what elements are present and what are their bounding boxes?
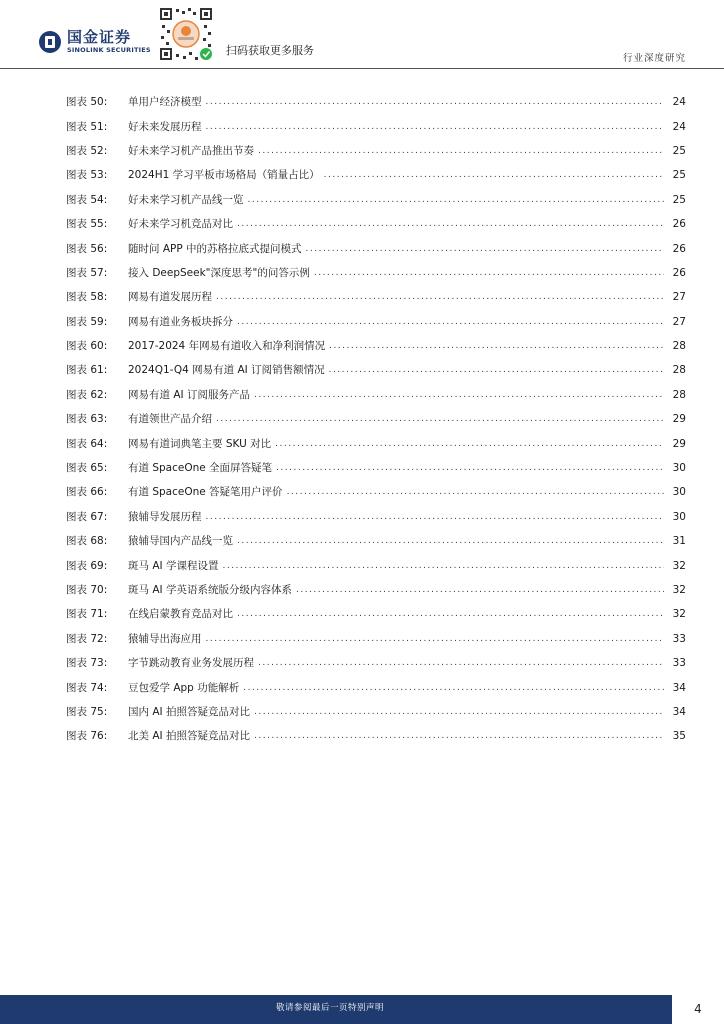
toc-entry-page: 33 — [672, 657, 686, 670]
qr-code-icon[interactable] — [158, 6, 214, 62]
toc-entry-page: 28 — [672, 388, 686, 401]
toc-entry[interactable] — [66, 139, 686, 163]
toc-leader-dots — [222, 559, 664, 573]
toc-entry[interactable] — [66, 651, 686, 675]
toc-entry-page: 26 — [672, 218, 686, 231]
toc-leader-dots — [216, 290, 664, 304]
toc-entry-title: 2024Q1-Q4 网易有道 AI 订阅销售额情况 — [128, 364, 325, 377]
page-footer — [0, 995, 724, 1024]
toc-entry-page: 33 — [672, 632, 686, 645]
toc-leader-dots — [306, 242, 664, 256]
toc-entry-label: 图表 65: — [66, 462, 108, 475]
toc-leader-dots — [258, 144, 664, 158]
toc-entry-label: 图表 64: — [66, 437, 108, 450]
toc-entry-label: 图表 54: — [66, 193, 108, 206]
toc-entry[interactable] — [66, 334, 686, 358]
qr-caption: 扫码获取更多服务 — [226, 44, 314, 57]
toc-entry-page: 27 — [672, 315, 686, 328]
toc-entry-title: 豆包爱学 App 功能解析 — [128, 681, 240, 694]
toc-entry-label: 图表 61: — [66, 364, 108, 377]
toc-entry-page: 32 — [672, 559, 686, 572]
logo-english-name: SINOLINK SECURITIES — [67, 46, 151, 54]
toc-leader-dots — [287, 485, 664, 499]
toc-entry-title: 在线启蒙教育竞品对比 — [128, 608, 233, 621]
toc-entry-page: 29 — [672, 413, 686, 426]
toc-entry-title: 网易有道发展历程 — [128, 291, 212, 304]
toc-entry[interactable] — [66, 456, 686, 480]
toc-leader-dots — [276, 461, 664, 475]
toc-entry-page: 25 — [672, 144, 686, 157]
toc-entry-label: 图表 66: — [66, 486, 108, 499]
toc-leader-dots — [329, 339, 664, 353]
toc-entry-label: 图表 56: — [66, 242, 108, 255]
toc-leader-dots — [237, 534, 664, 548]
toc-leader-dots — [206, 632, 665, 646]
toc-entry-title: 猿辅导发展历程 — [128, 510, 202, 523]
toc-entry-page: 28 — [672, 340, 686, 353]
toc-entry-label: 图表 67: — [66, 510, 108, 523]
toc-entry-page: 25 — [672, 169, 686, 182]
toc-entry[interactable] — [66, 261, 686, 285]
toc-entry-title: 单用户经济模型 — [128, 96, 202, 109]
toc-entry-page: 26 — [672, 266, 686, 279]
toc-entry-title: 好未来发展历程 — [128, 120, 202, 133]
toc-entry-page: 35 — [672, 730, 686, 743]
toc-leader-dots — [206, 510, 665, 524]
toc-entry[interactable] — [66, 480, 686, 504]
toc-leader-dots — [206, 120, 665, 134]
toc-entry-title: 字节跳动教育业务发展历程 — [128, 657, 254, 670]
toc-entry-label: 图表 50: — [66, 96, 108, 109]
toc-entry-page: 30 — [672, 462, 686, 475]
toc-entry-label: 图表 60: — [66, 340, 108, 353]
toc-leader-dots — [324, 168, 664, 182]
toc-entry-title: 好未来学习机竞品对比 — [128, 218, 233, 231]
toc-entry-title: 斑马 AI 学课程设置 — [128, 559, 219, 572]
toc-entry-title: 有道 SpaceOne 全面屏答疑笔 — [128, 462, 273, 475]
toc-entry-label: 图表 75: — [66, 705, 108, 718]
toc-entry-title: 2017-2024 年网易有道收入和净利润情况 — [128, 340, 326, 353]
logo-chinese-name: 国金证券 — [67, 28, 132, 46]
toc-entry-label: 图表 58: — [66, 291, 108, 304]
toc-entry-label: 图表 69: — [66, 559, 108, 572]
toc-entry[interactable] — [66, 163, 686, 187]
toc-entry-page: 32 — [672, 584, 686, 596]
toc-entry-page: 34 — [672, 681, 686, 694]
toc-entry[interactable] — [66, 724, 686, 748]
toc-entry-page: 32 — [672, 608, 686, 621]
toc-leader-dots — [216, 412, 664, 426]
toc-entry-title: 好未来学习机产品线一览 — [128, 193, 244, 206]
toc-leader-dots — [254, 388, 664, 402]
toc-entry-title: 国内 AI 拍照答疑竞品对比 — [128, 705, 250, 718]
toc-entry-page: 34 — [672, 705, 686, 718]
toc-entry-page: 27 — [672, 291, 686, 304]
toc-leader-dots — [248, 193, 665, 207]
toc-leader-dots — [237, 315, 664, 329]
toc-entry-page: 30 — [672, 486, 686, 499]
toc-entry-page: 30 — [672, 510, 686, 523]
toc-entry-label: 图表 73: — [66, 657, 108, 670]
toc-entry-title: 接入 DeepSeek"深度思考"的问答示例 — [128, 266, 310, 279]
toc-entry-page: 25 — [672, 193, 686, 206]
toc-entry[interactable] — [66, 358, 686, 382]
toc-entry-title: 网易有道 AI 订阅服务产品 — [128, 388, 250, 401]
toc-entry-label: 图表 51: — [66, 120, 108, 133]
toc-leader-dots — [296, 583, 664, 597]
table-of-figures — [66, 90, 686, 749]
toc-entry[interactable] — [66, 90, 686, 114]
toc-entry[interactable] — [66, 505, 686, 529]
header-divider — [0, 68, 724, 69]
toc-entry-label: 图表 55: — [66, 218, 108, 231]
toc-entry-title: 有道领世产品介绍 — [128, 413, 212, 426]
toc-leader-dots — [314, 266, 664, 280]
page-number-box — [670, 995, 724, 1024]
toc-entry-label: 图表 52: — [66, 144, 108, 157]
toc-entry-page: 26 — [672, 242, 686, 255]
toc-entry[interactable] — [66, 114, 686, 138]
report-type-label: 行业深度研究 — [622, 53, 686, 64]
toc-leader-dots — [275, 437, 664, 451]
toc-entry[interactable] — [66, 553, 686, 577]
toc-entry[interactable] — [66, 383, 686, 407]
toc-entry-label: 图表 72: — [66, 632, 108, 645]
toc-entry-title: 好未来学习机产品推出节奏 — [128, 144, 254, 157]
toc-entry-title: 有道 SpaceOne 答疑笔用户评价 — [128, 486, 283, 499]
toc-entry-label: 图表 68: — [66, 535, 108, 548]
toc-entry[interactable] — [66, 675, 686, 699]
toc-leader-dots — [206, 95, 665, 109]
toc-leader-dots — [329, 363, 664, 377]
toc-entry[interactable] — [66, 602, 686, 626]
toc-entry[interactable] — [66, 188, 686, 212]
sinolink-logo-icon — [38, 30, 62, 54]
toc-entry-label: 图表 70: — [66, 584, 108, 596]
toc-entry-page: 29 — [672, 437, 686, 450]
toc-entry-page: 24 — [672, 120, 686, 133]
toc-entry[interactable] — [66, 529, 686, 553]
toc-entry-title: 猿辅导国内产品线一览 — [128, 535, 233, 548]
toc-entry-title: 猿辅导出海应用 — [128, 632, 202, 645]
toc-entry-label: 图表 76: — [66, 730, 108, 743]
toc-leader-dots — [237, 217, 664, 231]
toc-entry-title: 北美 AI 拍照答疑竞品对比 — [128, 730, 250, 743]
toc-leader-dots — [258, 656, 664, 670]
footer-disclaimer: 敬请参阅最后一页特别声明 — [275, 1003, 384, 1013]
toc-entry[interactable] — [66, 236, 686, 260]
toc-entry-title: 随时问 APP 中的苏格拉底式提问模式 — [128, 242, 302, 255]
toc-entry-label: 图表 59: — [66, 315, 108, 328]
toc-entry[interactable] — [66, 212, 686, 236]
toc-entry[interactable] — [66, 407, 686, 431]
toc-entry[interactable] — [66, 627, 686, 651]
toc-entry-label: 图表 71: — [66, 608, 108, 621]
toc-entry-title: 网易有道词典笔主要 SKU 对比 — [128, 437, 272, 450]
toc-entry-label: 图表 74: — [66, 681, 108, 694]
toc-entry-label: 图表 53: — [66, 169, 108, 182]
toc-entry-page: 31 — [672, 535, 686, 548]
toc-leader-dots — [243, 681, 664, 695]
toc-leader-dots — [237, 607, 664, 621]
toc-entry[interactable] — [66, 431, 686, 455]
company-logo — [38, 28, 158, 56]
toc-entry[interactable] — [66, 285, 686, 309]
toc-entry-title: 斑马 AI 学英语系统版分级内容体系 — [128, 584, 292, 596]
toc-leader-dots — [254, 729, 664, 743]
toc-entry[interactable] — [66, 578, 686, 602]
toc-entry[interactable] — [66, 310, 686, 334]
toc-entry-label: 图表 63: — [66, 413, 108, 426]
toc-entry-page: 28 — [672, 364, 686, 377]
toc-leader-dots — [254, 705, 664, 719]
page-header — [0, 0, 724, 70]
toc-entry-label: 图表 57: — [66, 266, 108, 279]
toc-entry-title: 网易有道业务板块拆分 — [128, 315, 233, 328]
page-number: 4 — [694, 1002, 702, 1016]
toc-entry-title: 2024H1 学习平板市场格局（销量占比） — [128, 169, 320, 182]
toc-entry-page: 24 — [672, 96, 686, 109]
toc-entry-label: 图表 62: — [66, 388, 108, 401]
toc-entry[interactable] — [66, 700, 686, 724]
